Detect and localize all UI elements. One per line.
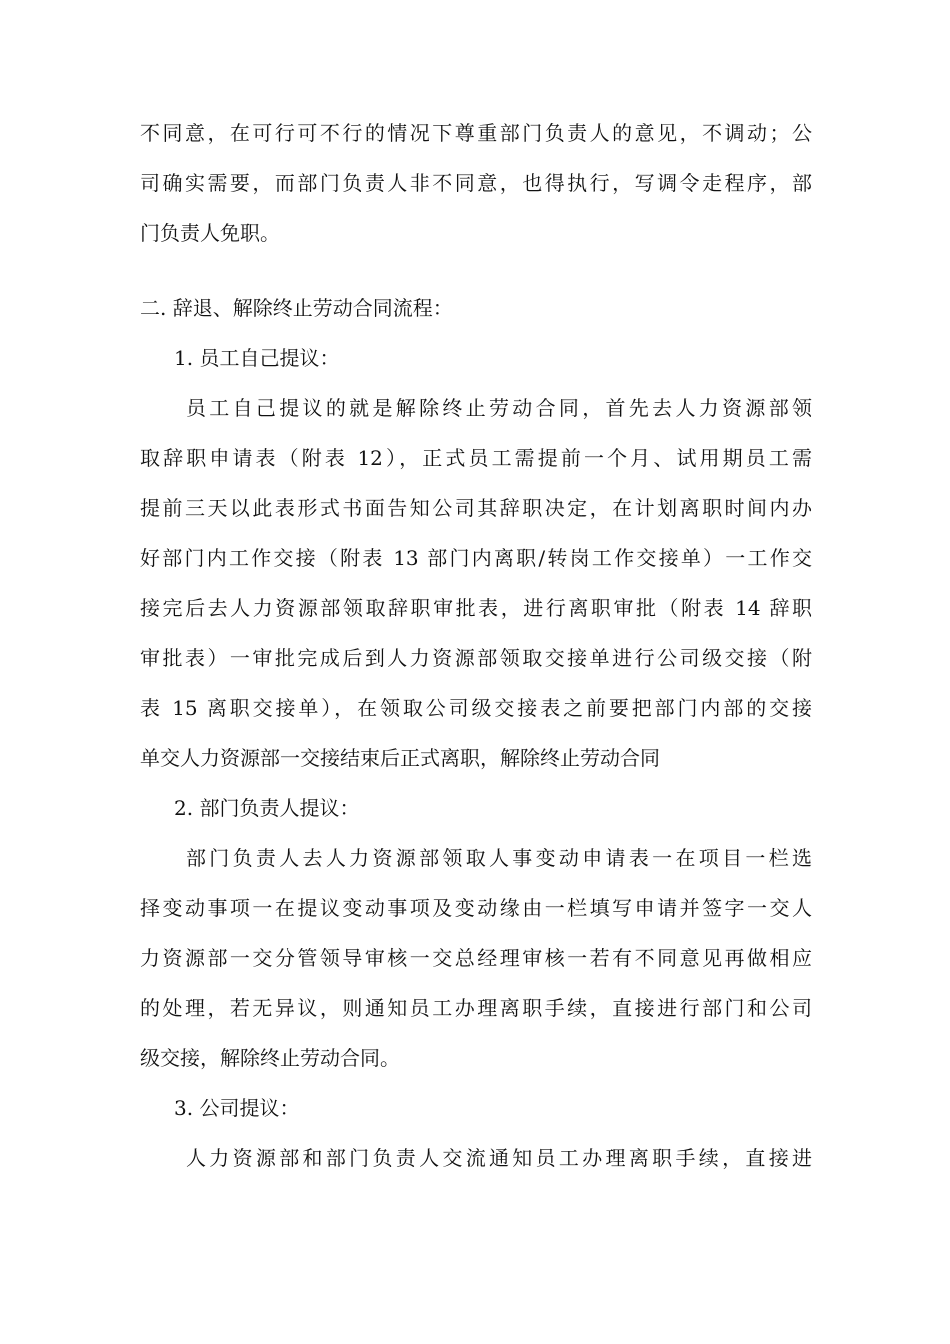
body-text-line: 择变动事项一在提议变动事项及变动缘由一栏填写申请并签字一交人 <box>140 896 812 920</box>
body-text-line: 单交人力资源部一交接结束后正式离职，解除终止劳动合同 <box>140 746 660 770</box>
list-item-heading: 1. 员工自己提议： <box>174 346 340 370</box>
body-text-line: 司确实需要，而部门负责人非不同意，也得执行，写调令走程序，部 <box>140 171 812 195</box>
body-text-line: 力资源部一交分管领导审核一交总经理审核一若有不同意见再做相应 <box>140 946 812 970</box>
section-heading: 二. 辞退、解除终止劳动合同流程： <box>140 296 453 320</box>
body-text-line: 部门负责人去人力资源部领取人事变动申请表一在项目一栏选 <box>186 846 812 870</box>
body-text-line: 提前三天以此表形式书面告知公司其辞职决定，在计划离职时间内办 <box>140 496 812 520</box>
list-item-heading: 2. 部门负责人提议： <box>174 796 360 820</box>
body-text-line: 员工自己提议的就是解除终止劳动合同，首先去人力资源部领 <box>186 396 812 420</box>
body-text-line: 接完后去人力资源部领取辞职审批表，进行离职审批（附表 14 辞职 <box>140 596 812 620</box>
body-text-line: 人力资源部和部门负责人交流通知员工办理离职手续，直接进 <box>186 1146 812 1170</box>
body-text-line: 不同意，在可行可不行的情况下尊重部门负责人的意见，不调动；公 <box>140 121 812 145</box>
body-text-line: 审批表）一审批完成后到人力资源部领取交接单进行公司级交接（附 <box>140 646 812 670</box>
body-text-line: 取辞职申请表（附表 12），正式员工需提前一个月、试用期员工需 <box>140 446 812 470</box>
body-text-line: 级交接，解除终止劳动合同。 <box>140 1046 400 1070</box>
body-text-line: 表 15 离职交接单），在领取公司级交接表之前要把部门内部的交接 <box>140 696 812 720</box>
list-item-heading: 3. 公司提议： <box>174 1096 300 1120</box>
body-text-line: 门负责人免职。 <box>140 221 280 245</box>
body-text-line: 好部门内工作交接（附表 13 部门内离职/转岗工作交接单）一工作交 <box>140 546 812 570</box>
body-text-line: 的处理，若无异议，则通知员工办理离职手续，直接进行部门和公司 <box>140 996 812 1020</box>
